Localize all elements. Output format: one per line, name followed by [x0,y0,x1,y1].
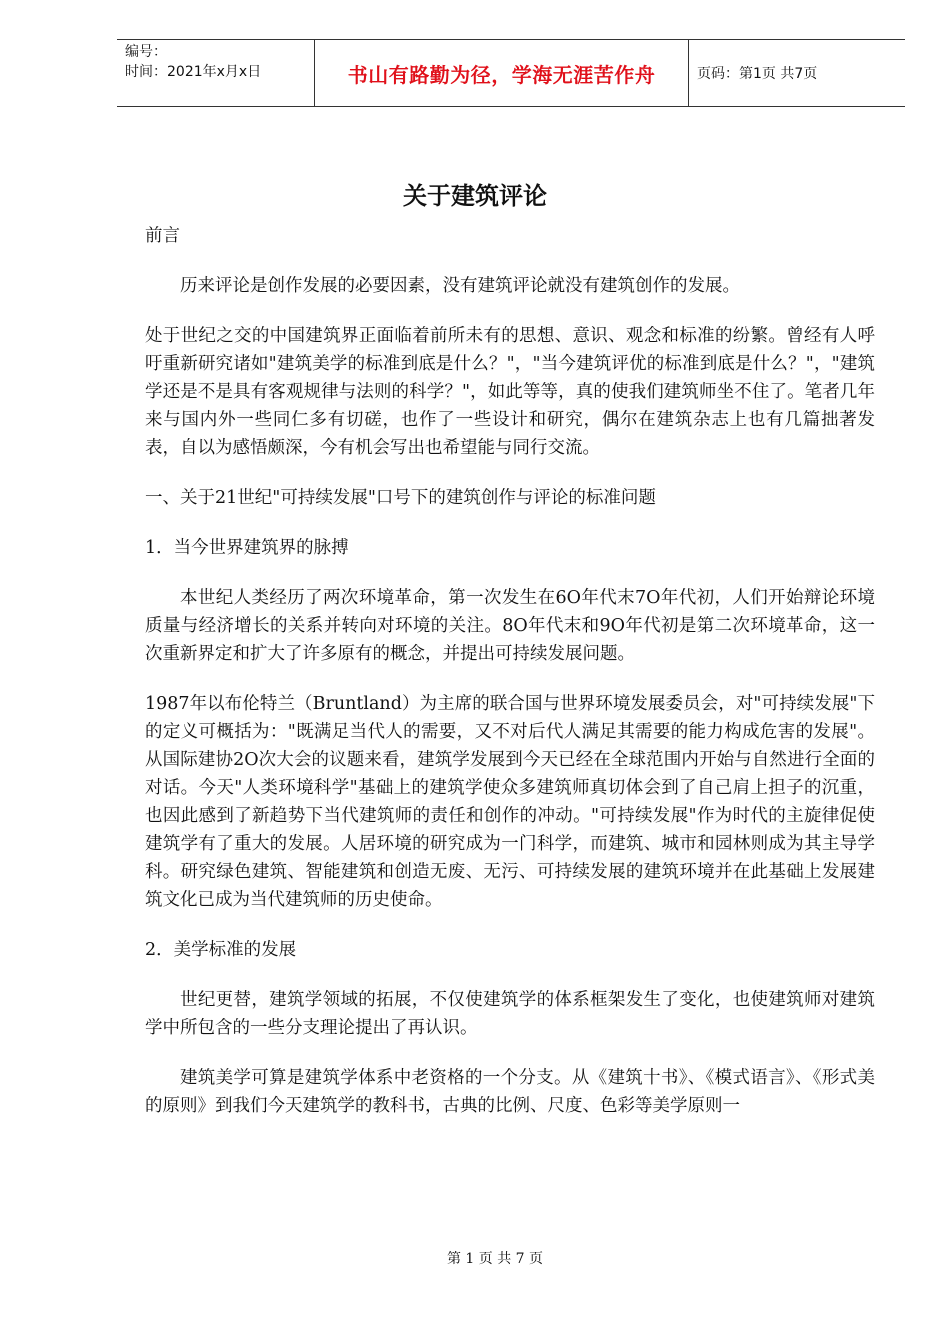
section-heading-preface: 前言 [145,226,180,246]
body-paragraph: 1987年以布伦特兰（Bruntland）为主席的联合国与世界环境发展委员会，对"可持续发展"下的定义可概括为："既满足当代人的需要，又不对后代人满足其需要的能力构成危害的发展"。从国际建协2O次大会的议题来看，建筑学发展到今天已经在全球范围内开始与自然进行全面的对话。今天"人类环境科学"基础上的建筑学使众多建筑师真切体会到了自己肩上担子的沉重，也因此感到了新趋势下当代建筑师的责任和创作的冲动。"可持续发展"作为时代的主旋律促使建筑学有了重大的发展。人居环境的研究成为一门科学，而建筑、城市和园林则成为其主导学科。研究绿色建筑、智能建筑和创造无废、无污、可持续发展的建筑环境并在此基础上发展建筑文化已成为当代建筑师的历史使命。 [145,694,875,910]
document-title: 关于建筑评论 [403,182,547,210]
page-footer: 第 1 页 共 7 页 [446,1251,544,1267]
section-heading: 一、关于21世纪"可持续发展"口号下的建筑创作与评论的标准问题 [145,488,656,508]
body-paragraph: 世纪更替，建筑学领域的拓展，不仅使建筑学的体系框架发生了变化，也使建筑师对建筑学中所包含的一些分支理论提出了再认识。 [145,990,875,1038]
body-paragraph: 建筑美学可算是建筑学体系中老资格的一个分支。从《建筑十书》、《模式语言》、《形式美的原则》到我们今天建筑学的教科书，古典的比例、尺度、色彩等美学原则一 [145,1068,875,1116]
document-header [117,39,905,107]
body-paragraph: 处于世纪之交的中国建筑界正面临着前所未有的思想、意识、观念和标准的纷繁。曾经有人呼吁重新研究诸如"建筑美学的标准到底是什么？"，"当今建筑评优的标准到底是什么？"，"建筑学还是不是具有客观规律与法则的科学？"，如此等等，真的使我们建筑师坐不住了。笔者几年来与国内外一些同仁多有切磋，也作了一些设计和研究，偶尔在建筑杂志上也有几篇拙著发表，自以为感悟颇深，今有机会写出也希望能与同行交流。 [145,326,875,458]
header-meta [117,40,315,106]
time-label: 时间：2021年x月x日 [125,64,262,80]
header-motto: 书山有路勤为径，学海无涯苦作舟 [315,40,689,106]
body-paragraph: 本世纪人类经历了两次环境革命，第一次发生在6O年代末7O年代初，人们开始辩论环境质量与经济增长的关系并转向对环境的关注。8O年代末和9O年代初是第二次环境革命，这一次重新界定和扩大了许多原有的概念，并提出可持续发展问题。 [145,588,875,664]
subsection-heading: 2．美学标准的发展 [145,940,297,960]
serial-number-label: 编号： [125,44,167,60]
header-page-info: 页码：第1页 共7页 [697,66,818,82]
body-paragraph: 历来评论是创作发展的必要因素，没有建筑评论就没有建筑创作的发展。 [180,276,740,296]
subsection-heading: 1．当今世界建筑界的脉搏 [145,538,349,558]
document-body [145,222,875,1120]
